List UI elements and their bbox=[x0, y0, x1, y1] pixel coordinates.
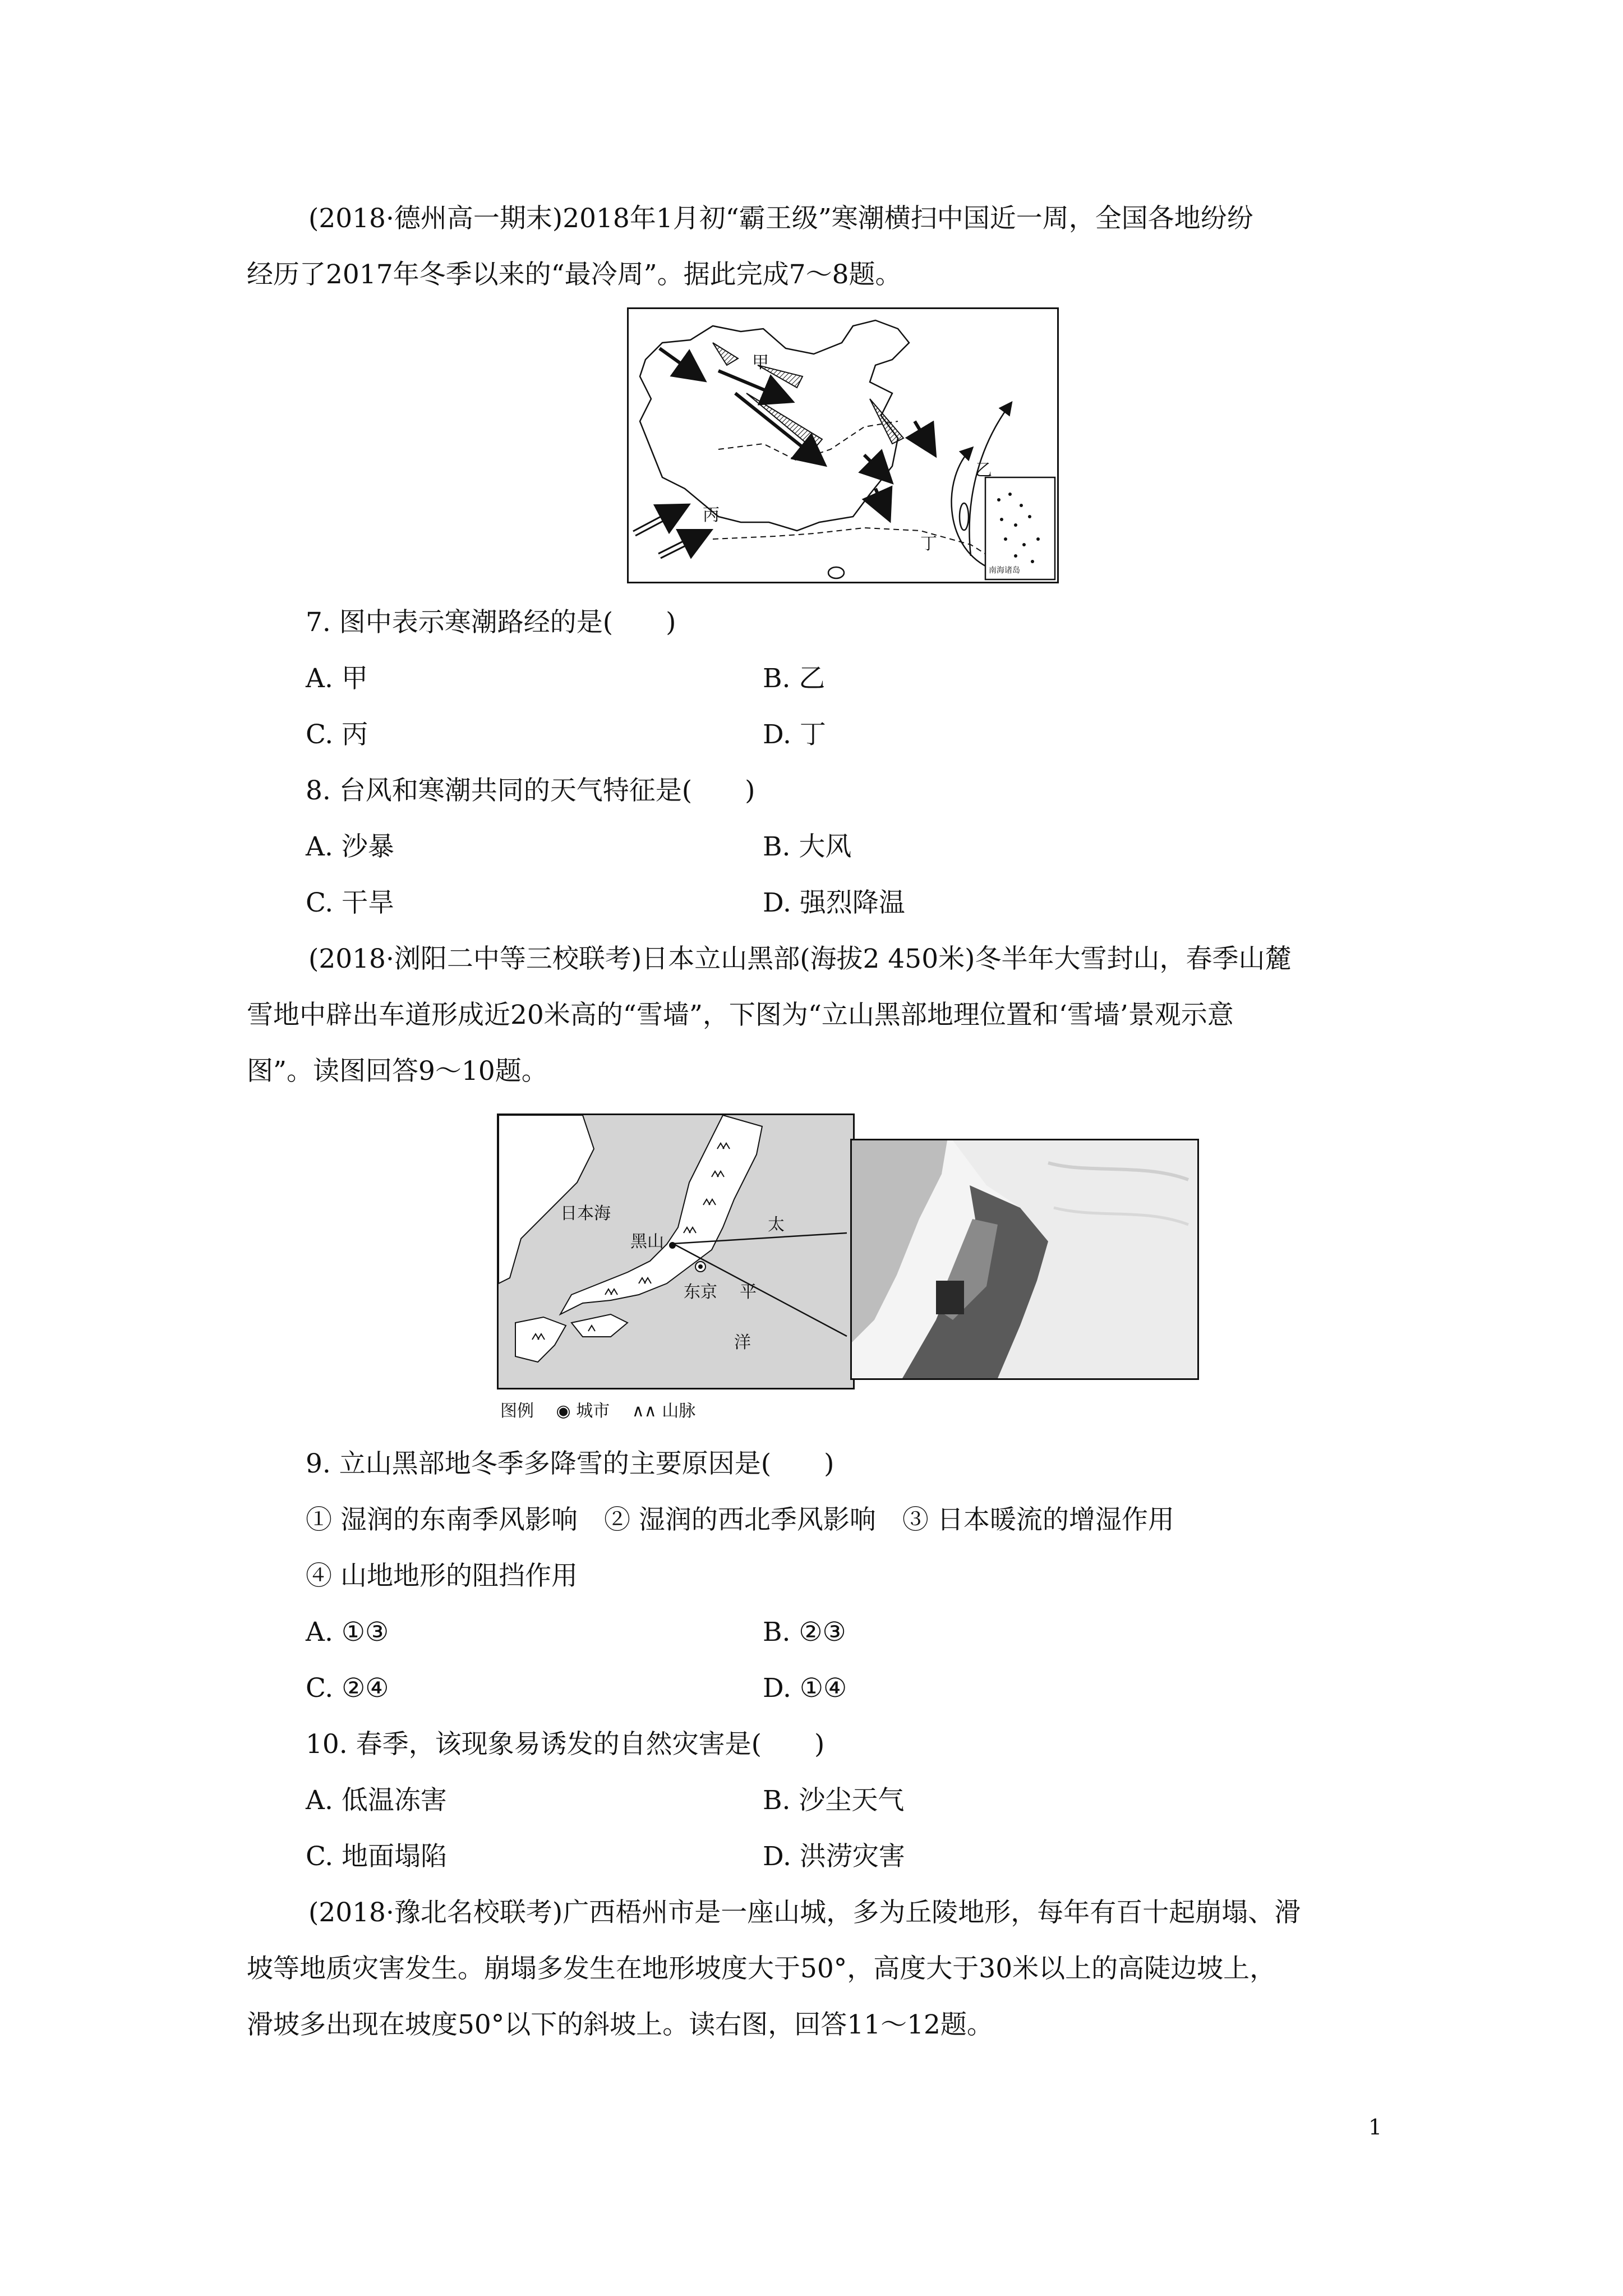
label-ocean-1: 太 bbox=[768, 1215, 785, 1235]
connector-lines bbox=[667, 1195, 852, 1374]
q10-option-c: C. 地面塌陷 bbox=[306, 1841, 448, 1872]
shikoku bbox=[571, 1314, 628, 1337]
legend-city-icon: ◉ bbox=[556, 1401, 571, 1421]
label-ocean-2: 平 bbox=[740, 1282, 757, 1302]
snow-wall-drawing bbox=[852, 1140, 1197, 1378]
cold-arrow bbox=[875, 489, 887, 514]
label-jia: 甲 bbox=[752, 353, 769, 372]
taiwan-island bbox=[960, 503, 969, 530]
q7-option-b: B. 乙 bbox=[763, 663, 826, 694]
q10-option-b: B. 沙尘天气 bbox=[763, 1785, 905, 1816]
q7-option-a: A. 甲 bbox=[306, 663, 368, 694]
inset-caption: 南海诸岛 bbox=[989, 566, 1020, 575]
label-bing: 丙 bbox=[703, 505, 720, 525]
china-map-drawing bbox=[629, 309, 1057, 582]
intro-1-line-2: 经历了2017年冬季以来的“最冷周”。据此完成7～8题。 bbox=[247, 259, 902, 290]
q8-stem: 8. 台风和寒潮共同的天气特征是( ) bbox=[306, 775, 755, 806]
legend-city-label: 城市 bbox=[576, 1401, 610, 1421]
q9-choices-line-2: ④ 山地地形的阻挡作用 bbox=[306, 1561, 578, 1591]
q9-stem: 9. 立山黑部地冬季多降雪的主要原因是( ) bbox=[306, 1448, 834, 1479]
q8-option-d: D. 强烈降温 bbox=[763, 887, 905, 918]
map-legend bbox=[500, 1397, 695, 1421]
q10-option-d: D. 洪涝灾害 bbox=[763, 1841, 905, 1872]
cold-arrow bbox=[864, 455, 887, 477]
q8-option-c: C. 干旱 bbox=[306, 887, 395, 918]
q8-option-b: B. 大风 bbox=[763, 831, 852, 862]
intro-3-line-1: (2018·豫北名校联考)广西梧州市是一座山城，多为丘陵地形，每年有百十起崩塌、滑 bbox=[308, 1897, 1301, 1928]
intro-1-line-1: (2018·德州高一期末)2018年1月初“霸王级”寒潮横扫中国近一周，全国各地纷纷 bbox=[308, 203, 1253, 234]
legend-mountain-icon: ∧∧ bbox=[631, 1401, 657, 1421]
label-ocean-3: 洋 bbox=[734, 1333, 751, 1352]
page-number: 1 bbox=[1368, 2115, 1382, 2139]
q9-option-b: B. ②③ bbox=[763, 1617, 846, 1648]
label-yi: 乙 bbox=[975, 461, 992, 480]
label-tokyo: 东京 bbox=[684, 1282, 717, 1302]
cold-arrow bbox=[660, 348, 699, 376]
china-cold-wave-map bbox=[627, 307, 1059, 583]
q9-choices-line-1: ① 湿润的东南季风影响 ② 湿润的西北季风影响 ③ 日本暖流的增湿作用 bbox=[306, 1504, 1174, 1535]
q7-option-d: D. 丁 bbox=[763, 719, 826, 750]
intro-2-line-3: 图”。读图回答9～10题。 bbox=[247, 1056, 548, 1087]
hatched-arrow bbox=[713, 343, 738, 365]
hainan-island bbox=[828, 567, 844, 578]
q7-option-c: C. 丙 bbox=[306, 719, 368, 750]
legend-mountain-label: 山脉 bbox=[662, 1401, 696, 1421]
dashed-line-south bbox=[713, 528, 993, 559]
q8-option-a: A. 沙暴 bbox=[306, 831, 394, 862]
label-sea-of-japan: 日本海 bbox=[560, 1204, 611, 1223]
intro-2-line-2: 雪地中辟出车道形成近20米高的“雪墙”，下图为“立山黑部地理位置和‘雪墙’景观示意 bbox=[247, 1000, 1234, 1030]
hatched-arrow bbox=[746, 393, 822, 449]
q9-option-a: A. ①③ bbox=[306, 1617, 389, 1648]
cold-arrow bbox=[915, 421, 932, 449]
legend-title: 图例 bbox=[500, 1401, 534, 1421]
q10-option-a: A. 低温冻害 bbox=[306, 1785, 447, 1816]
intro-3-line-2: 坡等地质灾害发生。崩塌多发生在地形坡度大于50°，高度大于30米以上的高陡边坡上， bbox=[247, 1953, 1276, 1984]
label-ding: 丁 bbox=[920, 534, 937, 554]
q10-stem: 10. 春季，该现象易诱发的自然灾害是( ) bbox=[306, 1729, 825, 1760]
kyushu bbox=[515, 1317, 566, 1362]
intro-3-line-3: 滑坡多出现在坡度50°以下的斜坡上。读右图，回答11～12题。 bbox=[247, 2009, 993, 2040]
q9-option-c: C. ②④ bbox=[306, 1673, 389, 1704]
q7-stem: 7. 图中表示寒潮路经的是( ) bbox=[306, 607, 676, 638]
snow-wall-photo bbox=[850, 1139, 1199, 1380]
q9-option-d: D. ①④ bbox=[763, 1673, 847, 1704]
label-kurobe: 黑山 bbox=[630, 1232, 664, 1251]
intro-2-line-1: (2018·浏阳二中等三校联考)日本立山黑部(海拔2 450米)冬半年大雪封山，春季山麓 bbox=[308, 944, 1292, 974]
